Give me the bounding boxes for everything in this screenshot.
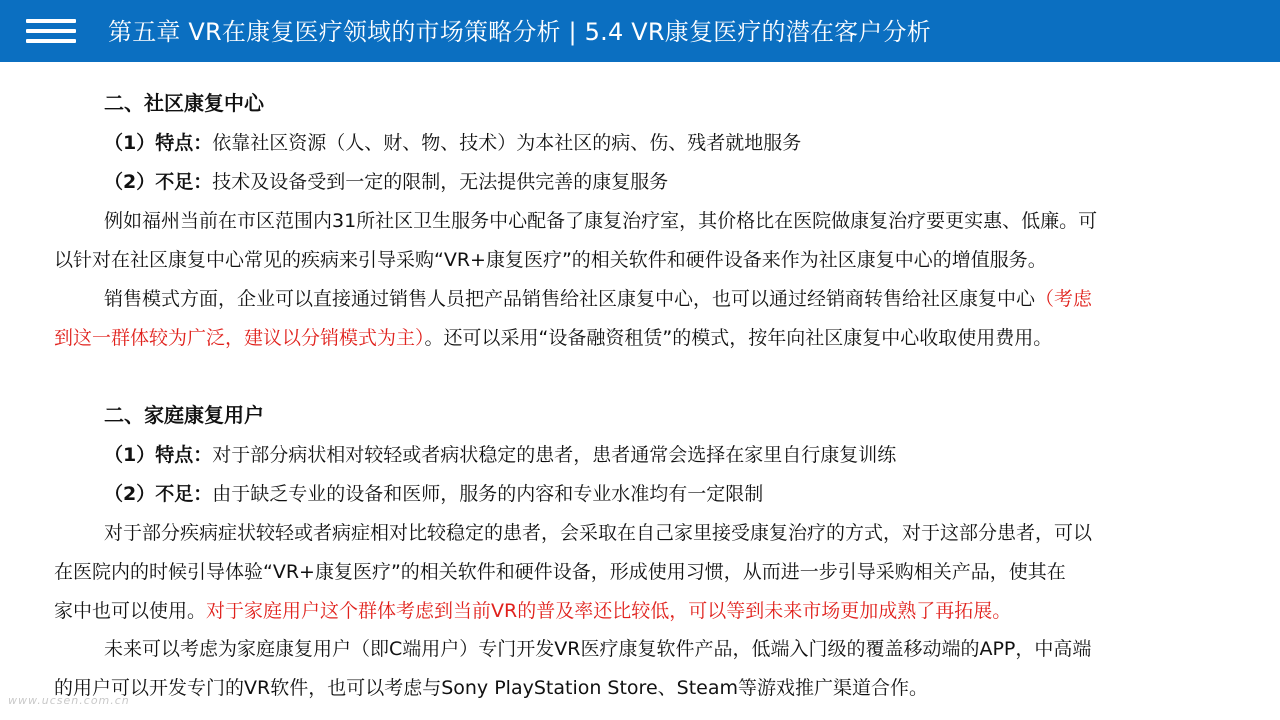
weakness-line bbox=[104, 479, 763, 509]
paragraph-line: 的用户可以开发专门的VR软件，也可以考虑与Sony PlayStation Store、Steam等游戏推广渠道合作。 bbox=[54, 677, 928, 699]
feature-line bbox=[104, 128, 801, 158]
feature-text: 依靠社区资源（人、财、物、技术）为本社区的病、伤、残者就地服务 bbox=[212, 132, 802, 154]
highlight-text: 到这一群体较为广泛，建议以分销模式为主） bbox=[54, 327, 425, 349]
page-title: 第五章 VR在康复医疗领域的市场策略分析 | 5.4 VR康复医疗的潜在客户分析 bbox=[108, 18, 931, 46]
paragraph-line bbox=[104, 284, 1092, 314]
weakness-text: 技术及设备受到一定的限制，无法提供完善的康复服务 bbox=[212, 171, 669, 193]
watermark: www.ucsen.com.cn bbox=[8, 694, 130, 707]
weakness-label: （2）不足： bbox=[104, 171, 213, 193]
paragraph-line: 以针对在社区康复中心常见的疾病来引导采购“VR+康复医疗”的相关软件和硬件设备来作为社区康复中心的增值服务。 bbox=[54, 249, 1047, 271]
highlight-text: 对于家庭用户这个群体考虑到当前VR的普及率还比较低，可以等到未来市场更加成熟了再拓展。 bbox=[206, 600, 1012, 622]
feature-label: （1）特点： bbox=[104, 132, 213, 154]
weakness-label: （2）不足： bbox=[104, 483, 213, 505]
paragraph-line: 在医院内的时候引导体验“VR+康复医疗”的相关软件和硬件设备，形成使用习惯，从而进一步引导采购相关产品，使其在 bbox=[54, 561, 1066, 583]
feature-label: （1）特点： bbox=[104, 444, 213, 466]
weakness-text: 由于缺乏专业的设备和医师，服务的内容和专业水准均有一定限制 bbox=[212, 483, 764, 505]
paragraph-line: 例如福州当前在市区范围内31所社区卫生服务中心配备了康复治疗室，其价格比在医院做康复治疗要更实惠、低廉。可 bbox=[104, 210, 1098, 232]
paragraph-text: 销售模式方面，企业可以直接通过销售人员把产品销售给社区康复中心，也可以通过经销商转售给社区康复中心 bbox=[104, 288, 1036, 310]
weakness-line bbox=[104, 167, 668, 197]
section-heading-community: 二、社区康复中心 bbox=[104, 91, 264, 115]
paragraph-text: 家中也可以使用。 bbox=[54, 600, 207, 622]
paragraph-line bbox=[54, 596, 1011, 626]
feature-text: 对于部分病状相对较轻或者病状稳定的患者，患者通常会选择在家里自行康复训练 bbox=[212, 444, 897, 466]
paragraph-line: 未来可以考虑为家庭康复用户（即C端用户）专门开发VR医疗康复软件产品，低端入门级的覆盖移动端的APP，中高端 bbox=[104, 638, 1092, 660]
paragraph-line bbox=[54, 323, 1052, 353]
paragraph-text: 。还可以采用“设备融资租赁”的模式，按年向社区康复中心收取使用费用。 bbox=[424, 327, 1053, 349]
section-heading-home: 二、家庭康复用户 bbox=[104, 403, 264, 427]
feature-line bbox=[104, 440, 896, 470]
paragraph-line: 对于部分疾病症状较轻或者病症相对比较稳定的患者，会采取在自己家里接受康复治疗的方式，对于这部分患者，可以 bbox=[104, 522, 1093, 544]
highlight-text: （考虑 bbox=[1035, 288, 1093, 310]
